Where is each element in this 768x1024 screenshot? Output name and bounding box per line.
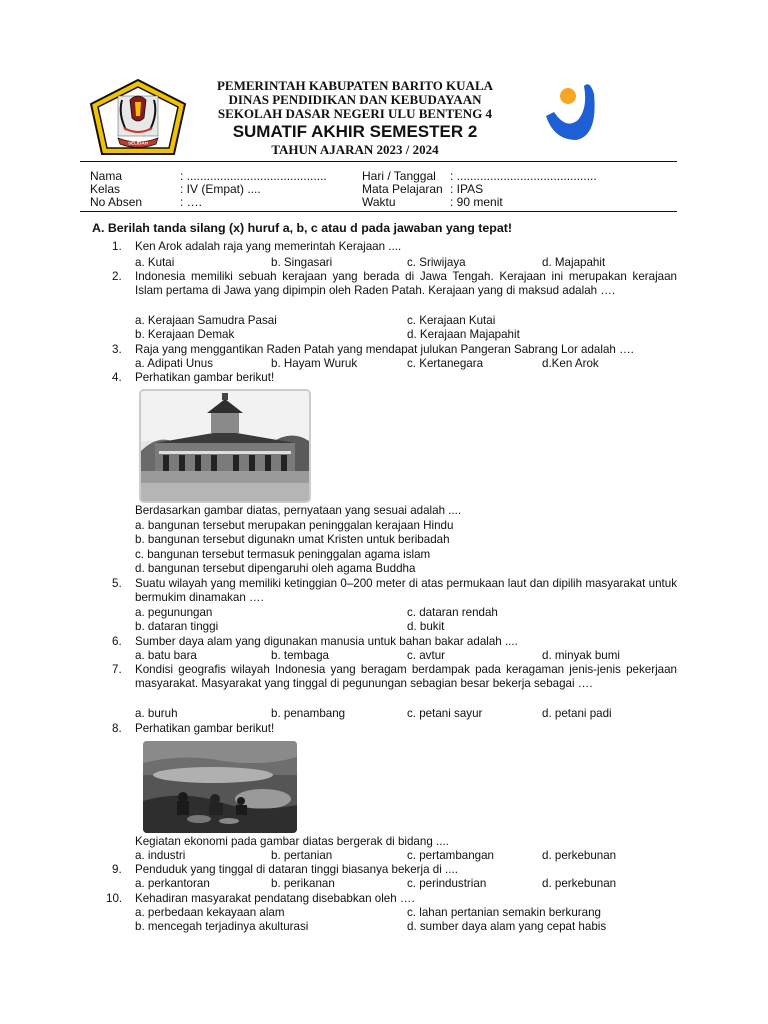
question-number: 3. <box>112 343 122 356</box>
question-text: Sumber daya alam yang digunakan manusia untuk bahan bakar adalah .... <box>135 635 518 648</box>
question-text-followup: Kegiatan ekonomi pada gambar diatas bergerak di bidang .... <box>135 835 449 848</box>
question-number: 4. <box>112 371 122 384</box>
question-text-followup: Berdasarkan gambar diatas, pernyataan yang sesuai adalah .... <box>135 504 462 517</box>
question-text: Ken Arok adalah raja yang memerintah Kerajaan .... <box>135 240 402 253</box>
option-b[interactable]: b. Hayam Wuruk <box>271 357 358 370</box>
mapel-label: Mata Pelajaran <box>362 182 443 196</box>
option-d[interactable]: d. perkebunan <box>542 849 617 862</box>
option-a[interactable]: a. Kerajaan Samudra Pasai <box>135 314 277 327</box>
option-c[interactable]: c. lahan pertanian semakin berkurang <box>407 906 601 919</box>
option-d[interactable]: d. Majapahit <box>542 256 606 269</box>
option-c[interactable]: c. pertambangan <box>407 849 495 862</box>
option-c[interactable]: c. Sriwijaya <box>407 256 466 269</box>
question-text: Kondisi geografis wilayah Indonesia yang beragam berdampak pada keragaman jenis-jenis pekerjaan masyarakat. Masyarakat yang tinggal di pegunungan sebagian besar bekerja sebagai …. <box>135 663 677 691</box>
option-c[interactable]: c. petani sayur <box>407 707 483 720</box>
option-a[interactable]: a. industri <box>135 849 186 862</box>
option-a[interactable]: a. batu bara <box>135 649 197 662</box>
question-number: 2. <box>112 270 122 283</box>
option-a[interactable]: a. bangunan tersebut merupakan peninggalan kerajaan Hindu <box>135 519 454 532</box>
option-c[interactable]: c. avtur <box>407 649 446 662</box>
option-c[interactable]: c. bangunan tersebut termasuk peninggalan agama islam <box>135 548 431 561</box>
academic-year: TAHUN AJARAN 2023 / 2024 <box>271 142 439 157</box>
header-line-1: PEMERINTAH KABUPATEN BARITO KUALA <box>216 78 494 93</box>
option-b[interactable]: b. Kerajaan Demak <box>135 328 235 341</box>
mining-photo <box>143 741 297 833</box>
option-b[interactable]: b. penambang <box>271 707 346 720</box>
question-text: Perhatikan gambar berikut! <box>135 371 275 384</box>
option-a[interactable]: a. perbedaan kekayaan alam <box>135 906 285 919</box>
absen-field[interactable]: : …. <box>180 195 203 209</box>
kurikulum-merdeka-logo <box>540 78 602 146</box>
option-d[interactable]: d. perkebunan <box>542 877 617 890</box>
question-text: Perhatikan gambar berikut! <box>135 722 275 735</box>
option-d[interactable]: d. sumber daya alam yang cepat habis <box>407 920 607 933</box>
question-number: 8. <box>112 722 122 735</box>
nama-label: Nama <box>90 169 123 183</box>
question-number: 1. <box>112 240 122 253</box>
option-a[interactable]: a. Kutai <box>135 256 175 269</box>
mapel-field: : IPAS <box>450 182 484 196</box>
option-c[interactable]: c. dataran rendah <box>407 606 498 619</box>
question-text: Kehadiran masyarakat pendatang disebabkan oleh …. <box>135 892 415 905</box>
option-d[interactable]: d.Ken Arok <box>542 357 599 370</box>
question-text: Indonesia memiliki sebuah kerajaan yang berada di Jawa Tengah. Kerajaan ini merupakan kerajaan Islam pertama di Jawa yang dipimpin oleh Raden Patah. Kerajaan yang di maksud adalah …. <box>135 270 677 298</box>
option-b[interactable]: b. tembaga <box>271 649 330 662</box>
option-c[interactable]: c. perindustrian <box>407 877 487 890</box>
option-b[interactable]: b. pertanian <box>271 849 333 862</box>
nama-field[interactable]: : .......................................... <box>180 169 327 183</box>
question-number: 6. <box>112 635 122 648</box>
option-b[interactable]: b. Singasari <box>271 256 333 269</box>
option-d[interactable]: d. Kerajaan Majapahit <box>407 328 520 341</box>
exam-title: SUMATIF AKHIR SEMESTER 2 <box>232 122 478 141</box>
kelas-label: Kelas <box>90 182 121 196</box>
option-d[interactable]: d. petani padi <box>542 707 612 720</box>
option-b[interactable]: b. mencegah terjadinya akulturasi <box>135 920 309 933</box>
question-number: 5. <box>112 577 122 590</box>
option-d[interactable]: d. bangunan tersebut dipengaruhi oleh agama Buddha <box>135 562 416 575</box>
header-line-3: SEKOLAH DASAR NEGERI ULU BENTENG 4 <box>217 106 493 121</box>
waktu-label: Waktu <box>362 195 396 209</box>
header-rule-bottom <box>80 211 677 212</box>
section-a-instruction: A. Berilah tanda silang (x) huruf a, b, c atau d pada jawaban yang tepat! <box>92 221 512 235</box>
option-c[interactable]: c. Kerajaan Kutai <box>407 314 496 327</box>
absen-label: No Absen <box>90 195 143 209</box>
option-d[interactable]: d. minyak bumi <box>542 649 620 662</box>
emblem-text: SELIDAH <box>128 140 148 146</box>
hari-field[interactable]: : .......................................... <box>450 169 597 183</box>
option-a[interactable]: a. perkantoran <box>135 877 210 890</box>
option-b[interactable]: b. dataran tinggi <box>135 620 219 633</box>
question-text: Raja yang menggantikan Raden Patah yang mendapat julukan Pangeran Sabrang Lor adalah …. <box>135 343 634 356</box>
option-a[interactable]: a. Adipati Unus <box>135 357 213 370</box>
option-b[interactable]: b. perikanan <box>271 877 335 890</box>
option-c[interactable]: c. Kertanegara <box>407 357 484 370</box>
hari-label: Hari / Tanggal <box>362 169 436 183</box>
mosque-photo <box>139 389 311 503</box>
option-a[interactable]: a. pegunungan <box>135 606 213 619</box>
question-text: Penduduk yang tinggal di dataran tinggi biasanya bekerja di .... <box>135 863 458 876</box>
kelas-field[interactable]: : IV (Empat) .... <box>180 182 261 196</box>
header-rule-top <box>80 161 677 162</box>
waktu-field: : 90 menit <box>450 195 503 209</box>
header-line-2: DINAS PENDIDIKAN DAN KEBUDAYAAN <box>228 92 482 107</box>
question-text: Suatu wilayah yang memiliki ketinggian 0–200 meter di atas permukaan laut dan dipilih masyarakat untuk bermukim dinamakan …. <box>135 577 677 605</box>
option-a[interactable]: a. buruh <box>135 707 178 720</box>
question-number: 9. <box>112 863 122 876</box>
option-b[interactable]: b. bangunan tersebut digunakn umat Kristen untuk beribadah <box>135 533 450 546</box>
question-number: 7. <box>112 663 122 676</box>
option-d[interactable]: d. bukit <box>407 620 445 633</box>
question-number: 10. <box>106 892 123 905</box>
